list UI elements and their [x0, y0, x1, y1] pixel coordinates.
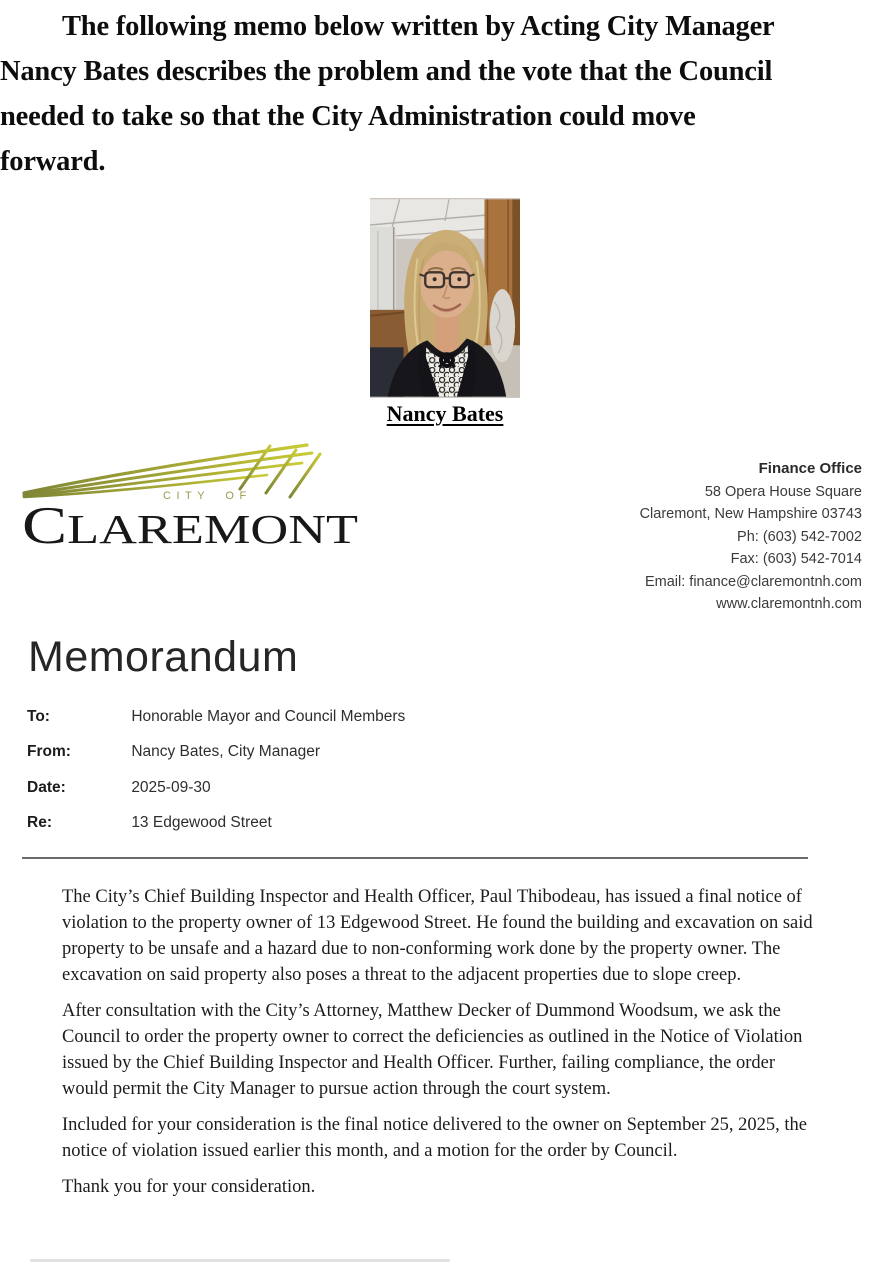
logo-city-name: C LAREMONT: [22, 497, 295, 548]
memo-field-re: [27, 814, 627, 849]
body-paragraph: After consultation with the City’s Attorney, Matthew Decker of Dummond Woodsum, we ask the Council to order the property owner to correct the deficiencies as outlined in the Notice of Violation issued by the Chief Building Inspector and Health Officer. Further, failing compliance, the order would permit the City Manager to pursue action through the court system.: [62, 1001, 803, 1099]
memo-title: Memorandum: [28, 633, 299, 681]
field-value: Nancy Bates, City Manager: [131, 743, 320, 761]
memo-fields: [27, 708, 627, 850]
intro-line: forward.: [0, 146, 106, 177]
body-paragraph: Thank you for your consideration.: [62, 1177, 316, 1197]
field-label: From:: [27, 743, 71, 761]
contact-address-line: 58 Opera House Square: [704, 483, 862, 500]
memo-body: [62, 884, 814, 1210]
header-divider-rule: [22, 857, 808, 859]
field-value: 13 Edgewood Street: [131, 814, 272, 832]
contact-phone: Ph: (603) 542-7002: [737, 528, 862, 545]
intro-paragraph: [0, 4, 880, 184]
field-value: Honorable Mayor and Council Members: [131, 708, 406, 725]
intro-line: The following memo below written by Acting City Manager: [62, 11, 775, 42]
contact-website: www.claremontnh.com: [716, 596, 862, 612]
body-paragraph: The City’s Chief Building Inspector and Health Officer, Paul Thibodeau, has issued a final notice of violation to the property owner of 13 Edgewood Street. He found the building and excavation on said property to be unsafe and a hazard due to non-conforming work done by the property owner. The excavation on said property also poses a threat to the adjacent properties due to slope creep.: [62, 887, 813, 985]
portrait-photo: [370, 198, 520, 398]
contact-email: Email: finance@claremontnh.com: [644, 573, 862, 590]
contact-block: [542, 458, 862, 616]
intro-line: needed to take so that the City Administration could move: [0, 101, 696, 132]
memo-field-to: [27, 708, 627, 743]
memo-field-from: [27, 743, 627, 778]
contact-fax: Fax: (603) 542-7014: [730, 551, 862, 567]
field-label: To:: [27, 708, 50, 725]
field-label: Re:: [27, 814, 52, 832]
field-value: 2025-09-30: [131, 778, 211, 796]
field-label: Date:: [27, 778, 66, 796]
memo-field-date: [27, 779, 627, 814]
intro-line: Nancy Bates describes the problem and the vote that the Council: [0, 56, 773, 87]
claremont-logo: [20, 443, 365, 548]
contact-office: Finance Office: [758, 460, 862, 477]
body-paragraph: Included for your consideration is the final notice delivered to the owner on September 25, 2025, the notice of violation issued earlier this month, and a motion for the order by Council.: [62, 1115, 807, 1161]
portrait-illustration: [370, 198, 520, 398]
photo-caption: Nancy Bates: [386, 401, 504, 426]
logo-city-of-text: CITY OF: [163, 490, 252, 502]
contact-address-line: Claremont, New Hampshire 03743: [639, 506, 862, 522]
scan-edge-shadow: [30, 1259, 450, 1262]
